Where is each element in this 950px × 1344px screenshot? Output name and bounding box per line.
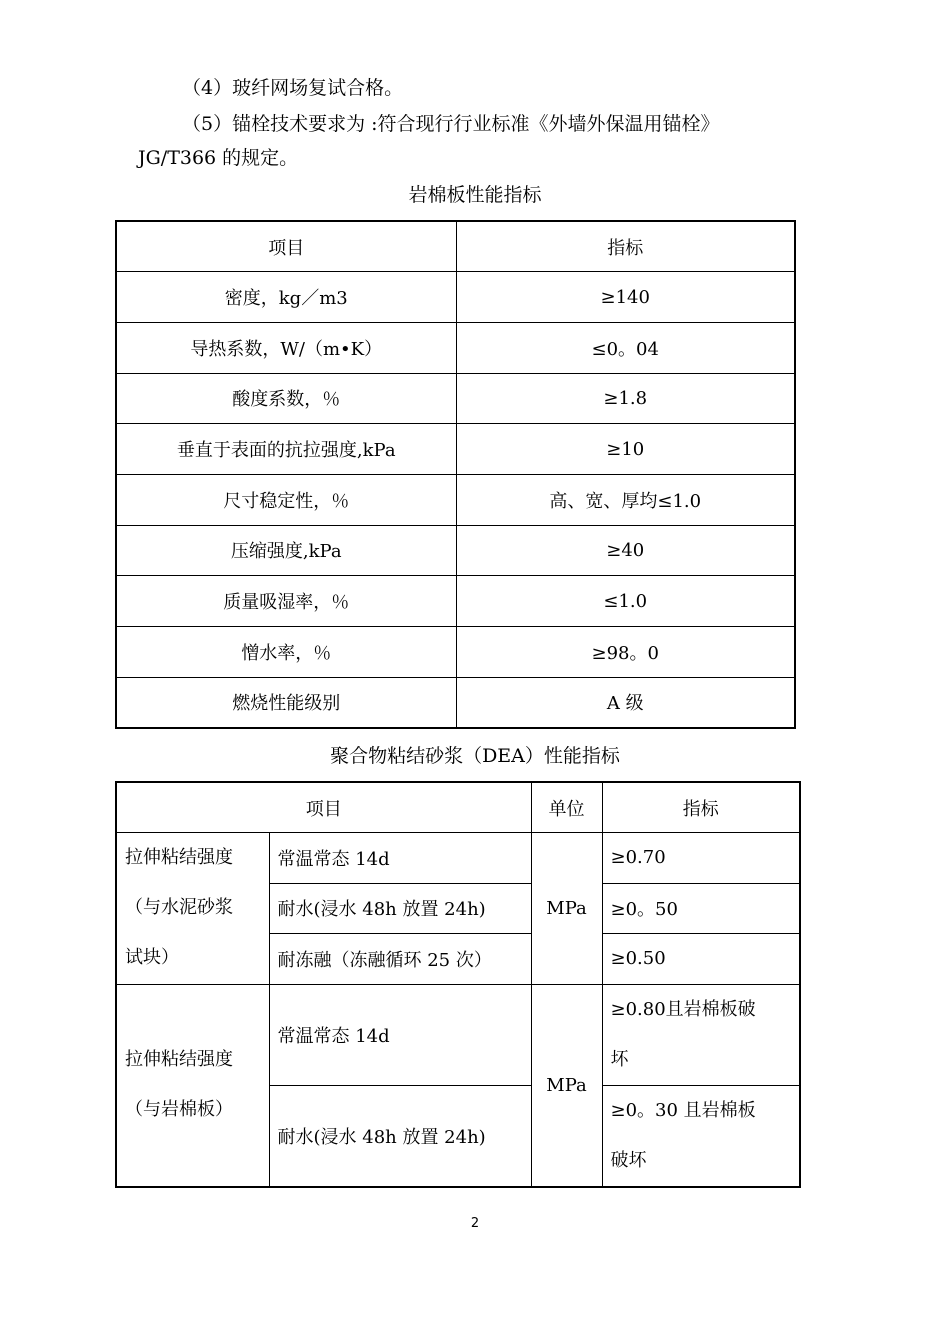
value-cell — [602, 1085, 800, 1187]
group-label-cement-mortar — [116, 833, 269, 985]
value-cell: 高、宽、厚均≤1.0 — [456, 474, 795, 525]
condition-cell: 耐水(浸水 48h 放置 24h) — [269, 1085, 531, 1187]
item-cell: 压缩强度,kPa — [116, 525, 456, 576]
group-label-line: 试块） — [125, 947, 179, 969]
value-cell: ≥98。0 — [456, 627, 795, 678]
table-row — [116, 627, 795, 678]
value-cell: ≥140 — [456, 272, 795, 323]
unit-cell: MPa — [531, 984, 602, 1187]
group-label-line: （与水泥砂浆 — [125, 897, 233, 919]
value-line: ≥0.80且岩棉板破 — [610, 998, 756, 1020]
condition-cell: 常温常态 14d — [269, 984, 531, 1085]
item-cell: 导热系数，W/（m•K） — [116, 322, 456, 373]
item-cell: 垂直于表面的抗拉强度,kPa — [116, 424, 456, 475]
header-item: 项目 — [116, 221, 456, 272]
table-row — [116, 677, 795, 728]
value-cell: ≥1.8 — [456, 373, 795, 424]
value-cell: ≤0。04 — [456, 322, 795, 373]
table-row — [116, 424, 795, 475]
table-row — [116, 272, 795, 323]
paragraph-anchor-requirement: （5）锚栓技术要求为 :符合现行行业标准《外墙外保温用锚栓》 — [182, 113, 720, 135]
value-line: ≥0。30 且岩棉板 — [610, 1099, 756, 1121]
table-row — [116, 525, 795, 576]
header-index: 指标 — [456, 221, 795, 272]
table1-caption: 岩棉板性能指标 — [408, 184, 542, 206]
item-cell: 尺寸稳定性，％ — [116, 474, 456, 525]
rock-wool-performance-table — [115, 220, 796, 729]
table-row — [116, 833, 800, 884]
item-cell: 质量吸湿率，％ — [116, 576, 456, 627]
group-label-line: 拉伸粘结强度 — [125, 847, 233, 869]
value-line: 坏 — [610, 1048, 629, 1070]
table-row — [116, 373, 795, 424]
value-cell: ≤1.0 — [456, 576, 795, 627]
table-row — [116, 474, 795, 525]
table-row — [116, 576, 795, 627]
paragraph-glass-fiber-mesh: （4）玻纤网场复试合格。 — [182, 77, 404, 99]
group-label-line: （与岩棉板） — [125, 1099, 233, 1120]
unit-cell: MPa — [531, 833, 602, 985]
value-cell: ≥40 — [456, 525, 795, 576]
table-header-row — [116, 221, 795, 272]
item-cell: 密度，kg／m3 — [116, 272, 456, 323]
value-cell: ≥0.50 — [602, 934, 800, 985]
header-unit: 单位 — [531, 782, 602, 833]
header-index: 指标 — [602, 782, 800, 833]
group-label-line: 拉伸粘结强度 — [125, 1049, 233, 1070]
value-cell: ≥0.70 — [602, 833, 800, 884]
item-cell: 酸度系数，％ — [116, 373, 456, 424]
paragraph-anchor-standard: JG/T366 的规定。 — [138, 147, 299, 169]
condition-cell: 耐水(浸水 48h 放置 24h) — [269, 883, 531, 934]
value-cell: A 级 — [456, 677, 795, 728]
value-cell — [602, 984, 800, 1085]
item-cell: 燃烧性能级别 — [116, 677, 456, 728]
polymer-mortar-performance-table — [115, 781, 801, 1188]
value-cell: ≥0。50 — [602, 883, 800, 934]
table-header-row — [116, 782, 800, 833]
group-label-rock-wool — [116, 984, 269, 1187]
condition-cell: 耐冻融（冻融循环 25 次） — [269, 934, 531, 985]
page-number: 2 — [470, 1216, 480, 1231]
value-cell: ≥10 — [456, 424, 795, 475]
value-line: 破坏 — [610, 1149, 647, 1171]
table-row — [116, 984, 800, 1085]
condition-cell: 常温常态 14d — [269, 833, 531, 884]
table2-caption: 聚合物粘结砂浆（DEA）性能指标 — [330, 745, 620, 767]
table-row — [116, 322, 795, 373]
header-item: 项目 — [116, 782, 531, 833]
item-cell: 憎水率，％ — [116, 627, 456, 678]
